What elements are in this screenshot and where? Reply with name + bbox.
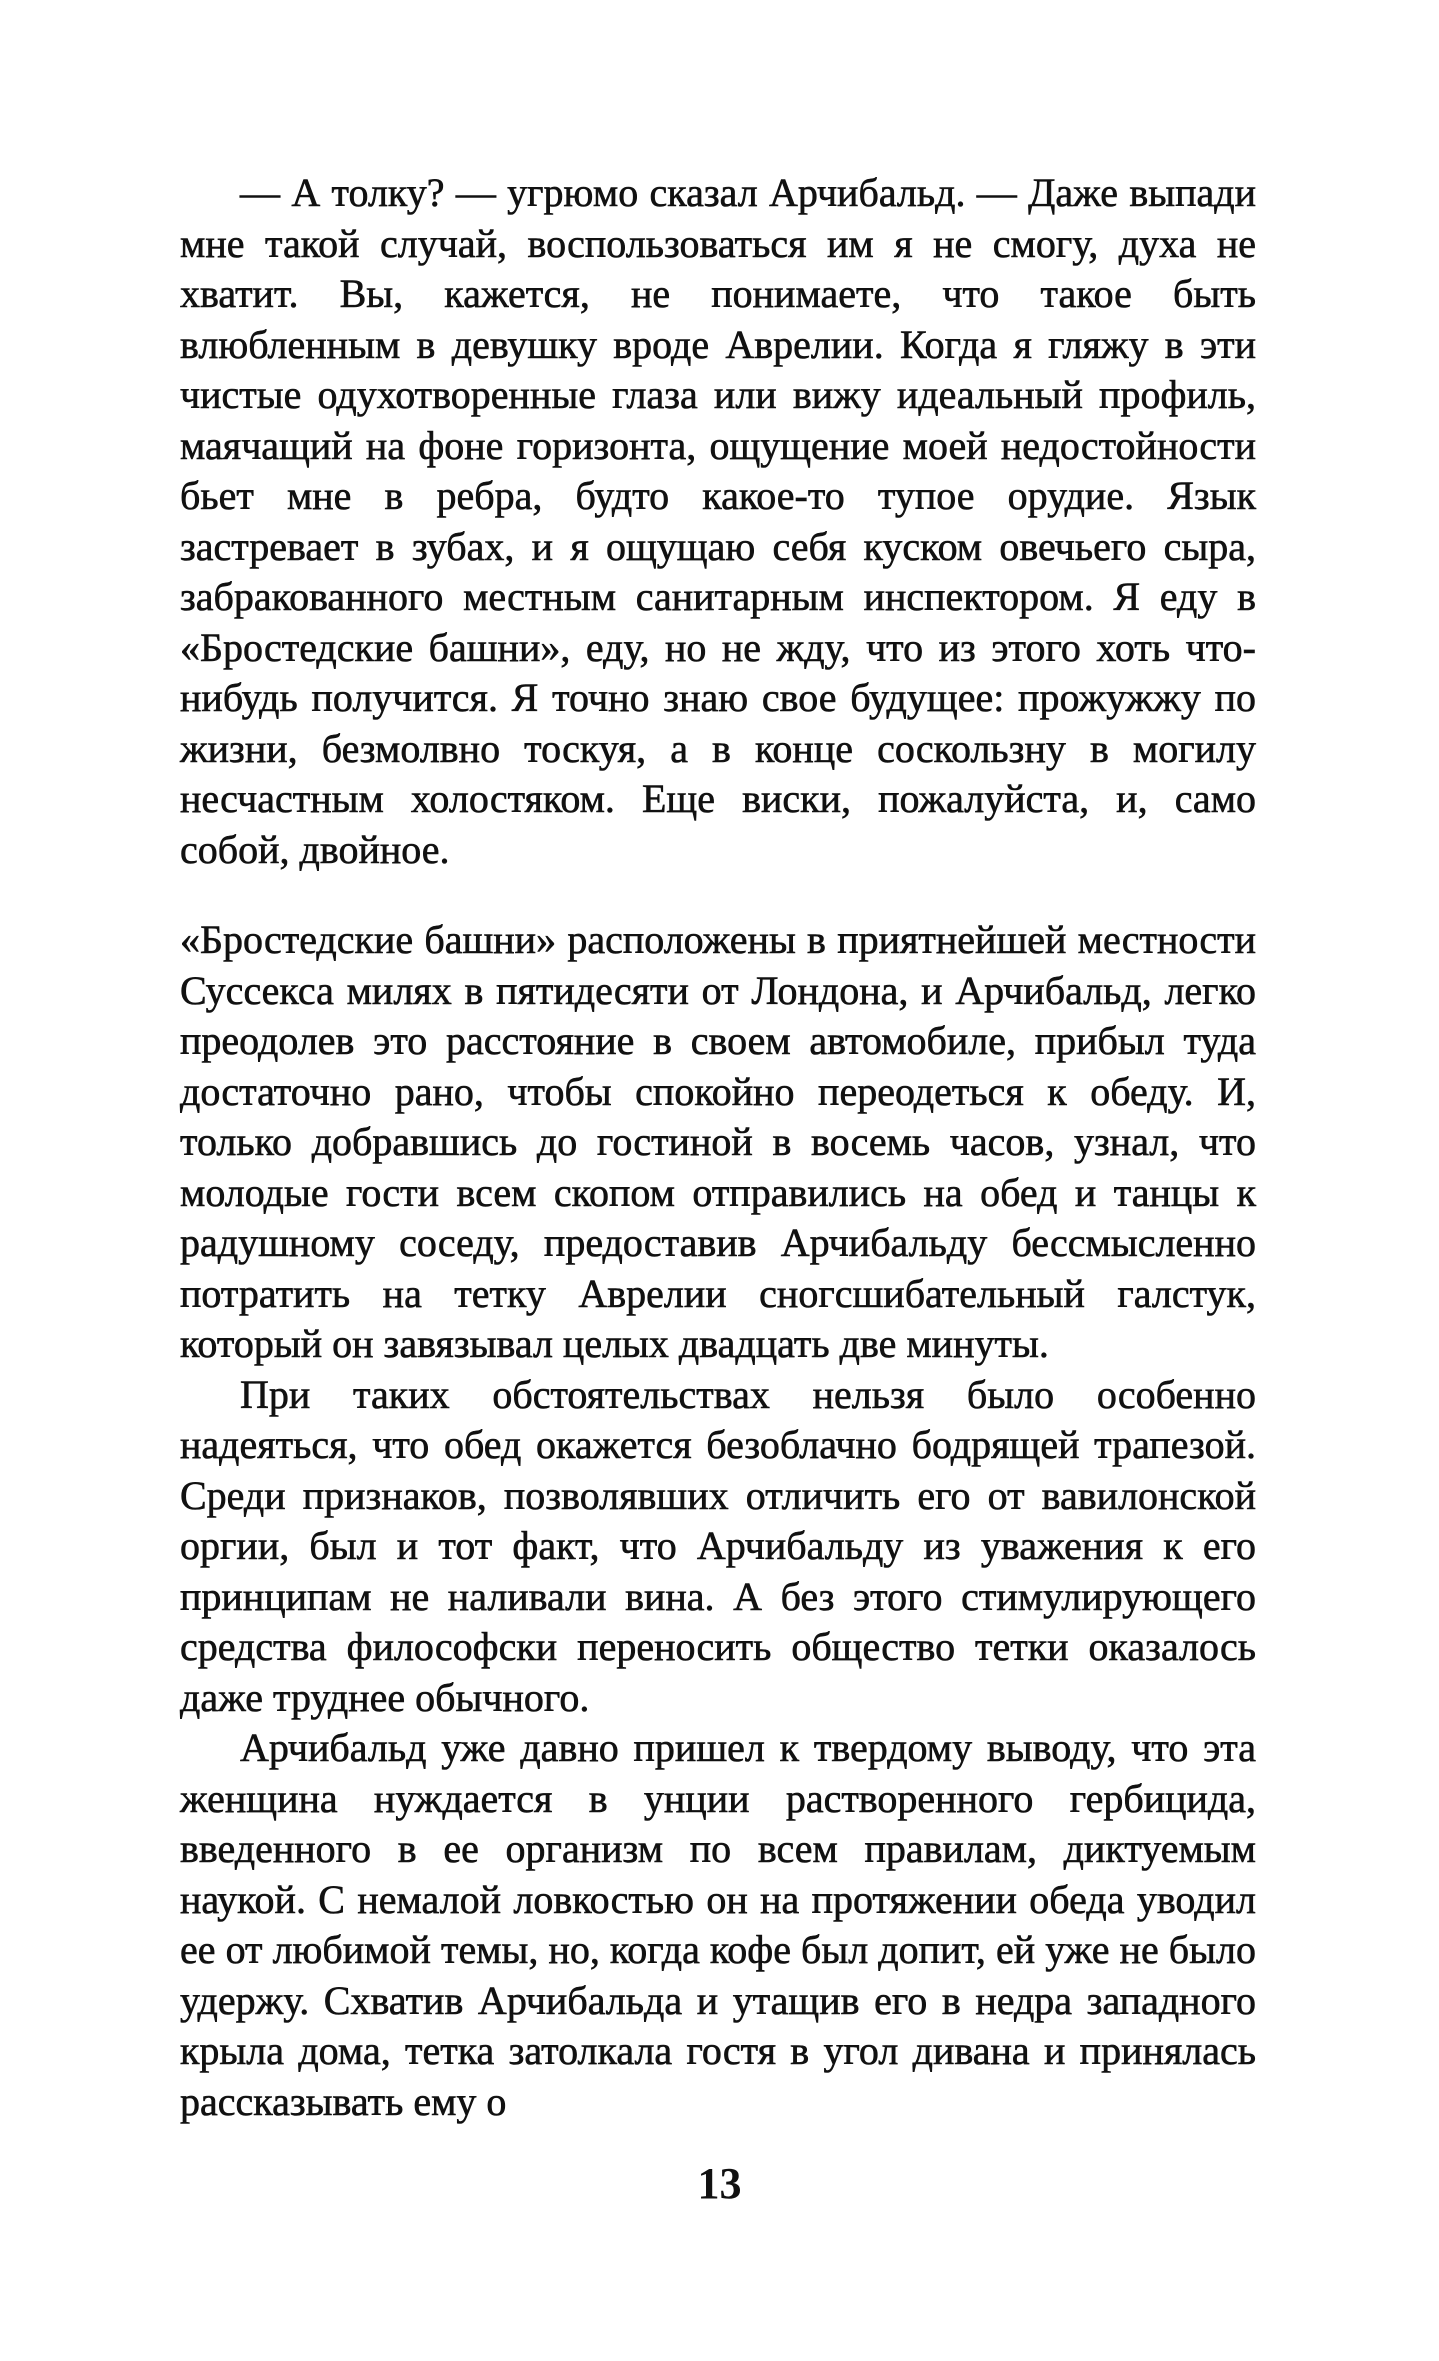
paragraph-brosted-towers: «Бростедские башни» расположены в приятнейшей местности Суссекса милях в пятидесяти от Лондона, и Арчибальд, легко преодолев это расстояние в своем автомобиле, прибыл туда достаточно рано, чтобы спокойно переодеться к обеду. И, только добравшись до гостиной в восемь часов, узнал, что молодые гости всем скопом отправились на обед и танцы к радушному соседу, предоставив Арчибальду бессмысленно потратить на тетку Аврелии сногсшибательный галстук, который он завязывал целых двадцать две минуты.	[180, 917, 1256, 1366]
paragraph-dialogue: — А толку? — угрюмо сказал Арчибальд. — Даже выпади мне такой случай, воспользоваться им я не смогу, духа не хватит. Вы, кажется, не понимаете, что такое быть влюбленным в девушку вроде Аврелии. Когда я гляжу в эти чистые одухотворенные глаза или вижу идеальный профиль, маячащий на фоне горизонта, ощущение моей недостойности бьет мне в ребра, будто какое-то тупое орудие. Язык застревает в зубах, и я ощущаю себя куском овечьего сыра, забракованного местным санитарным инспектором. Я еду в «Бростедские башни», еду, но не жду, что из этого хоть что-нибудь получится. Я точно знаю свое будущее: прожужжу по жизни, безмолвно тоскуя, а в конце соскользну в могилу несчастным холостяком. Еще виски, пожалуйста, и, само собой, двойное.	[180, 170, 1256, 872]
paragraph-aunt: Арчибальд уже давно пришел к твердому выводу, что эта женщина нуждается в унции растворенного гербицида, введенного в ее организм по всем правилам, диктуемым наукой. С немалой ловкостью он на протяжении обеда уводил ее от любимой темы, но, когда кофе был допит, ей уже не было удержу. Схватив Арчибальда и утащив его в недра западного крыла дома, тетка затолкала гостя в угол дивана и принялась рассказывать ему о	[180, 1725, 1256, 2124]
paragraph-dinner: При таких обстоятельствах нельзя было особенно надеяться, что обед окажется безоблачно бодрящей трапезой. Среди признаков, позволявших отличить его от вавилонской оргии, был и тот факт, что Арчибальду из уважения к его принципам не наливали вина. А без этого стимулирующего средства философски переносить общество тетки оказалось даже труднее обычного.	[180, 1371, 1256, 1720]
page-number: 13	[697, 2159, 742, 2208]
body-text	[180, 168, 1256, 2127]
